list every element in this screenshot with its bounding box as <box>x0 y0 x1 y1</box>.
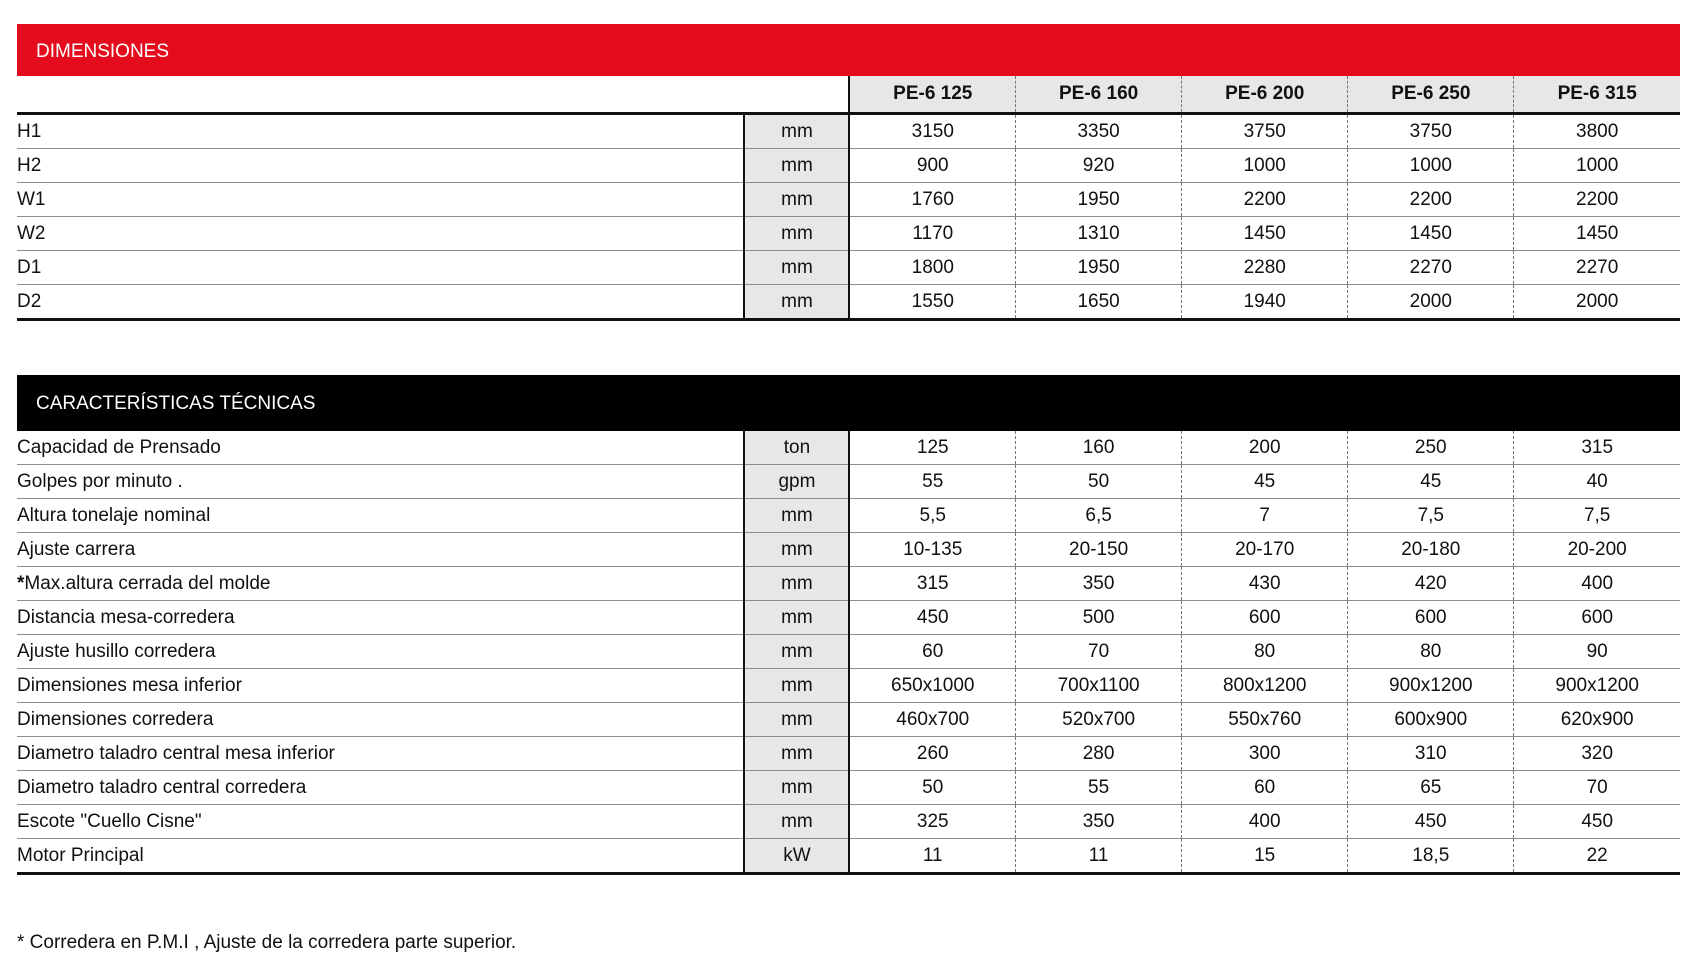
row-value: 55 <box>1016 771 1182 805</box>
row-label-text: Diametro taladro central mesa inferior <box>17 742 335 764</box>
row-value: 60 <box>1182 771 1348 805</box>
row-value: 900x1200 <box>1348 669 1514 703</box>
row-value: 2270 <box>1514 251 1680 285</box>
dimensions-title: DIMENSIONES <box>17 24 1680 76</box>
row-value: 1800 <box>849 251 1015 285</box>
row-unit: ton <box>744 431 849 465</box>
row-label <box>17 217 744 251</box>
row-label <box>17 703 744 737</box>
row-value: 2200 <box>1514 183 1680 217</box>
row-value: 1000 <box>1514 149 1680 183</box>
row-value: 350 <box>1016 805 1182 839</box>
table-row <box>17 251 1680 285</box>
row-label <box>17 183 744 217</box>
row-value: 450 <box>1348 805 1514 839</box>
row-value: 7 <box>1182 499 1348 533</box>
row-label-text: Motor Principal <box>17 844 144 866</box>
row-value: 310 <box>1348 737 1514 771</box>
row-value: 250 <box>1348 431 1514 465</box>
row-label <box>17 771 744 805</box>
row-value: 1170 <box>849 217 1015 251</box>
table-row <box>17 567 1680 601</box>
row-value: 80 <box>1348 635 1514 669</box>
row-value: 800x1200 <box>1182 669 1348 703</box>
row-value: 520x700 <box>1016 703 1182 737</box>
row-label <box>17 431 744 465</box>
row-label <box>17 251 744 285</box>
row-value: 2280 <box>1182 251 1348 285</box>
row-value: 1760 <box>849 183 1015 217</box>
row-label-text: Escote "Cuello Cisne" <box>17 810 202 832</box>
row-unit: gpm <box>744 465 849 499</box>
model-name: PE-6 200 <box>1182 76 1348 114</box>
row-value: 200 <box>1182 431 1348 465</box>
row-value: 50 <box>849 771 1015 805</box>
row-value: 22 <box>1514 839 1680 874</box>
dimensions-table <box>17 24 1680 321</box>
footnote-marker: * <box>17 572 25 594</box>
row-label-text: Max.altura cerrada del molde <box>24 572 271 594</box>
row-value: 280 <box>1016 737 1182 771</box>
row-value: 315 <box>849 567 1015 601</box>
row-label <box>17 635 744 669</box>
row-label-text: H1 <box>17 120 42 142</box>
table-row <box>17 737 1680 771</box>
dimensions-header <box>17 24 1680 76</box>
table-row <box>17 635 1680 669</box>
row-value: 430 <box>1182 567 1348 601</box>
row-value: 320 <box>1514 737 1680 771</box>
row-label <box>17 285 744 320</box>
row-value: 460x700 <box>849 703 1015 737</box>
row-value: 2270 <box>1348 251 1514 285</box>
row-label <box>17 499 744 533</box>
row-value: 1950 <box>1016 251 1182 285</box>
row-value: 600 <box>1348 601 1514 635</box>
row-value: 7,5 <box>1514 499 1680 533</box>
row-value: 20-150 <box>1016 533 1182 567</box>
row-value: 10-135 <box>849 533 1015 567</box>
technical-table <box>17 375 1680 875</box>
table-row <box>17 703 1680 737</box>
row-value: 20-170 <box>1182 533 1348 567</box>
table-row <box>17 285 1680 320</box>
row-value: 1650 <box>1016 285 1182 320</box>
table-row <box>17 805 1680 839</box>
table-row <box>17 669 1680 703</box>
row-value: 2000 <box>1348 285 1514 320</box>
row-label-text: Distancia mesa-corredera <box>17 606 235 628</box>
row-value: 15 <box>1182 839 1348 874</box>
table-row <box>17 431 1680 465</box>
row-value: 3150 <box>849 114 1015 149</box>
row-label <box>17 737 744 771</box>
row-label-text: Capacidad de Prensado <box>17 436 221 458</box>
row-label-text: D1 <box>17 256 42 278</box>
row-label-text: Diametro taladro central corredera <box>17 776 307 798</box>
row-unit: mm <box>744 703 849 737</box>
row-unit: mm <box>744 114 849 149</box>
row-value: 1550 <box>849 285 1015 320</box>
row-unit: mm <box>744 805 849 839</box>
model-header-row <box>17 76 1680 114</box>
row-value: 300 <box>1182 737 1348 771</box>
row-value: 3750 <box>1182 114 1348 149</box>
model-header-blank <box>17 76 849 114</box>
row-value: 550x760 <box>1182 703 1348 737</box>
technical-title: CARACTERÍSTICAS TÉCNICAS <box>17 375 1680 431</box>
row-value: 20-180 <box>1348 533 1514 567</box>
row-label-text: Altura tonelaje nominal <box>17 504 211 526</box>
row-value: 1950 <box>1016 183 1182 217</box>
row-value: 1000 <box>1348 149 1514 183</box>
technical-header <box>17 375 1680 431</box>
row-value: 325 <box>849 805 1015 839</box>
table-row <box>17 183 1680 217</box>
row-unit: mm <box>744 499 849 533</box>
row-value: 20-200 <box>1514 533 1680 567</box>
row-label-text: Ajuste carrera <box>17 538 136 560</box>
row-value: 700x1100 <box>1016 669 1182 703</box>
row-value: 65 <box>1348 771 1514 805</box>
row-label-text: Dimensiones corredera <box>17 708 214 730</box>
row-unit: mm <box>744 771 849 805</box>
table-row <box>17 114 1680 149</box>
row-unit: mm <box>744 567 849 601</box>
row-value: 350 <box>1016 567 1182 601</box>
row-unit: mm <box>744 149 849 183</box>
row-value: 450 <box>1514 805 1680 839</box>
row-value: 900 <box>849 149 1015 183</box>
row-value: 1940 <box>1182 285 1348 320</box>
row-value: 620x900 <box>1514 703 1680 737</box>
row-value: 80 <box>1182 635 1348 669</box>
row-value: 50 <box>1016 465 1182 499</box>
row-label <box>17 601 744 635</box>
row-value: 1450 <box>1514 217 1680 251</box>
row-label <box>17 465 744 499</box>
row-value: 11 <box>849 839 1015 874</box>
row-value: 1450 <box>1348 217 1514 251</box>
model-name: PE-6 125 <box>849 76 1015 114</box>
row-unit: mm <box>744 635 849 669</box>
row-value: 70 <box>1016 635 1182 669</box>
row-label-text: W2 <box>17 222 46 244</box>
row-label-text: Ajuste husillo corredera <box>17 640 216 662</box>
row-label <box>17 567 744 601</box>
row-unit: mm <box>744 737 849 771</box>
table-row <box>17 839 1680 874</box>
row-value: 420 <box>1348 567 1514 601</box>
row-unit: mm <box>744 285 849 320</box>
row-value: 3800 <box>1514 114 1680 149</box>
row-unit: mm <box>744 217 849 251</box>
row-value: 125 <box>849 431 1015 465</box>
model-name: PE-6 250 <box>1348 76 1514 114</box>
row-value: 600 <box>1514 601 1680 635</box>
model-name: PE-6 160 <box>1016 76 1182 114</box>
row-label <box>17 149 744 183</box>
row-label-text: H2 <box>17 154 42 176</box>
row-value: 1450 <box>1182 217 1348 251</box>
row-value: 90 <box>1514 635 1680 669</box>
row-value: 500 <box>1016 601 1182 635</box>
row-label-text: Dimensiones mesa inferior <box>17 674 242 696</box>
row-value: 45 <box>1182 465 1348 499</box>
table-row <box>17 217 1680 251</box>
row-label-text: D2 <box>17 290 42 312</box>
row-value: 920 <box>1016 149 1182 183</box>
row-value: 260 <box>849 737 1015 771</box>
row-label <box>17 533 744 567</box>
row-value: 450 <box>849 601 1015 635</box>
row-value: 650x1000 <box>849 669 1015 703</box>
row-unit: mm <box>744 533 849 567</box>
row-value: 400 <box>1514 567 1680 601</box>
row-label <box>17 114 744 149</box>
row-value: 40 <box>1514 465 1680 499</box>
row-value: 5,5 <box>849 499 1015 533</box>
row-value: 70 <box>1514 771 1680 805</box>
row-unit: mm <box>744 183 849 217</box>
row-value: 2200 <box>1182 183 1348 217</box>
row-value: 160 <box>1016 431 1182 465</box>
row-value: 11 <box>1016 839 1182 874</box>
row-label <box>17 805 744 839</box>
model-name: PE-6 315 <box>1514 76 1680 114</box>
footnote: * Corredera en P.M.I , Ajuste de la corredera parte superior. <box>17 932 517 953</box>
row-value: 600 <box>1182 601 1348 635</box>
row-value: 7,5 <box>1348 499 1514 533</box>
row-value: 600x900 <box>1348 703 1514 737</box>
row-value: 2200 <box>1348 183 1514 217</box>
row-label-text: Golpes por minuto . <box>17 470 183 492</box>
table-row <box>17 465 1680 499</box>
table-row <box>17 533 1680 567</box>
row-value: 1000 <box>1182 149 1348 183</box>
row-value: 315 <box>1514 431 1680 465</box>
table-row <box>17 149 1680 183</box>
row-unit: mm <box>744 251 849 285</box>
row-unit: mm <box>744 601 849 635</box>
row-value: 3750 <box>1348 114 1514 149</box>
row-label <box>17 839 744 874</box>
row-label <box>17 669 744 703</box>
row-value: 60 <box>849 635 1015 669</box>
row-value: 900x1200 <box>1514 669 1680 703</box>
row-value: 400 <box>1182 805 1348 839</box>
table-row <box>17 499 1680 533</box>
row-unit: mm <box>744 669 849 703</box>
row-unit: kW <box>744 839 849 874</box>
row-label-text: W1 <box>17 188 46 210</box>
row-value: 3350 <box>1016 114 1182 149</box>
row-value: 6,5 <box>1016 499 1182 533</box>
table-row <box>17 601 1680 635</box>
row-value: 2000 <box>1514 285 1680 320</box>
row-value: 45 <box>1348 465 1514 499</box>
row-value: 55 <box>849 465 1015 499</box>
row-value: 1310 <box>1016 217 1182 251</box>
table-row <box>17 771 1680 805</box>
row-value: 18,5 <box>1348 839 1514 874</box>
